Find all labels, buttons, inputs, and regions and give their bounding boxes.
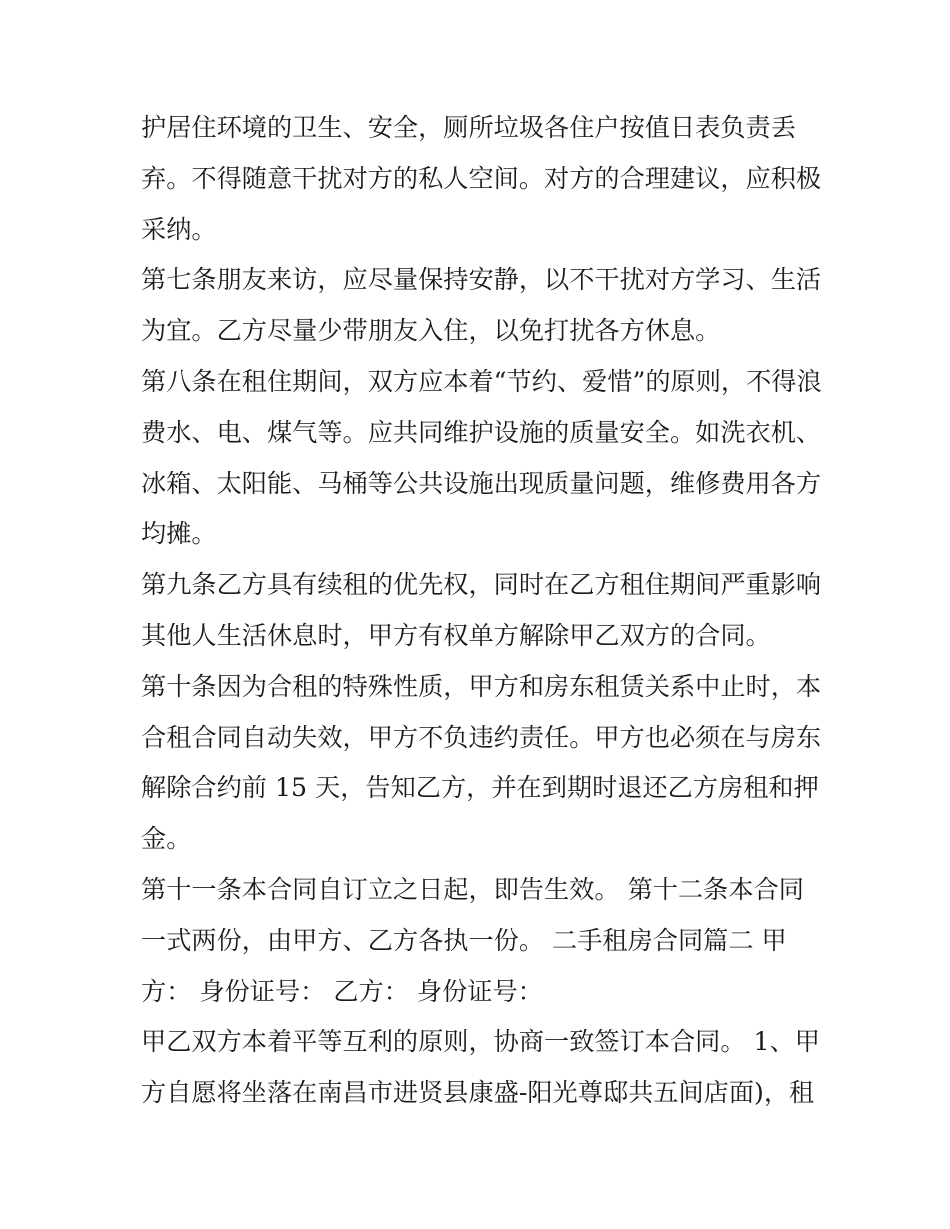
text-line: 其他人生活休息时，甲方有权单方解除甲乙双方的合同。 xyxy=(141,620,771,650)
text-line: 费水、电、煤气等。应共同维护设施的质量安全。如洗衣机、 xyxy=(141,417,822,447)
text-line: 甲乙双方本着平等互利的原则，协商一致签订本合同。 1、甲 xyxy=(141,1027,820,1057)
text-line: 第十一条本合同自订立之日起，即告生效。 第十二条本合同 xyxy=(141,874,804,904)
text-line: 第八条在租住期间，双方应本着“节约、爱惜”的原则，不得浪 xyxy=(141,366,822,396)
text-line: 为宜。乙方尽量少带朋友入住，以免打扰各方休息。 xyxy=(141,316,721,346)
text-line: 第九条乙方具有续租的优先权，同时在乙方租住期间严重影响 xyxy=(141,570,822,600)
text-line: 解除合约前 15 天，告知乙方，并在到期时退还乙方房租和押 xyxy=(141,773,819,803)
text-line: 方自愿将坐落在南昌市进贤县康盛-阳光尊邸共五间店面)，租 xyxy=(141,1078,815,1108)
text-line: 金。 xyxy=(141,824,192,854)
document-page xyxy=(141,103,822,1119)
text-line: 合租合同自动失效，甲方不负违约责任。甲方也必须在与房东 xyxy=(141,722,822,752)
text-line: 方： 身份证号： 乙方： 身份证号： xyxy=(141,976,543,1006)
text-line: 采纳。 xyxy=(141,214,217,244)
text-line: 第十条因为合租的特殊性质，甲方和房东租赁关系中止时，本 xyxy=(141,671,822,701)
text-line: 弃。不得随意干扰对方的私人空间。对方的合理建议，应积极 xyxy=(141,163,822,193)
text-line: 护居住环境的卫生、安全，厕所垃圾各住户按值日表负责丢 xyxy=(141,113,796,142)
text-line: 一式两份，由甲方、乙方各执一份。 二手租房合同篇二 甲 xyxy=(141,925,787,955)
text-line: 第七条朋友来访，应尽量保持安静，以不干扰对方学习、生活 xyxy=(141,265,822,295)
text-line: 冰箱、太阳能、马桶等公共设施出现质量问题，维修费用各方 xyxy=(141,468,822,498)
text-line: 均摊。 xyxy=(141,519,217,549)
